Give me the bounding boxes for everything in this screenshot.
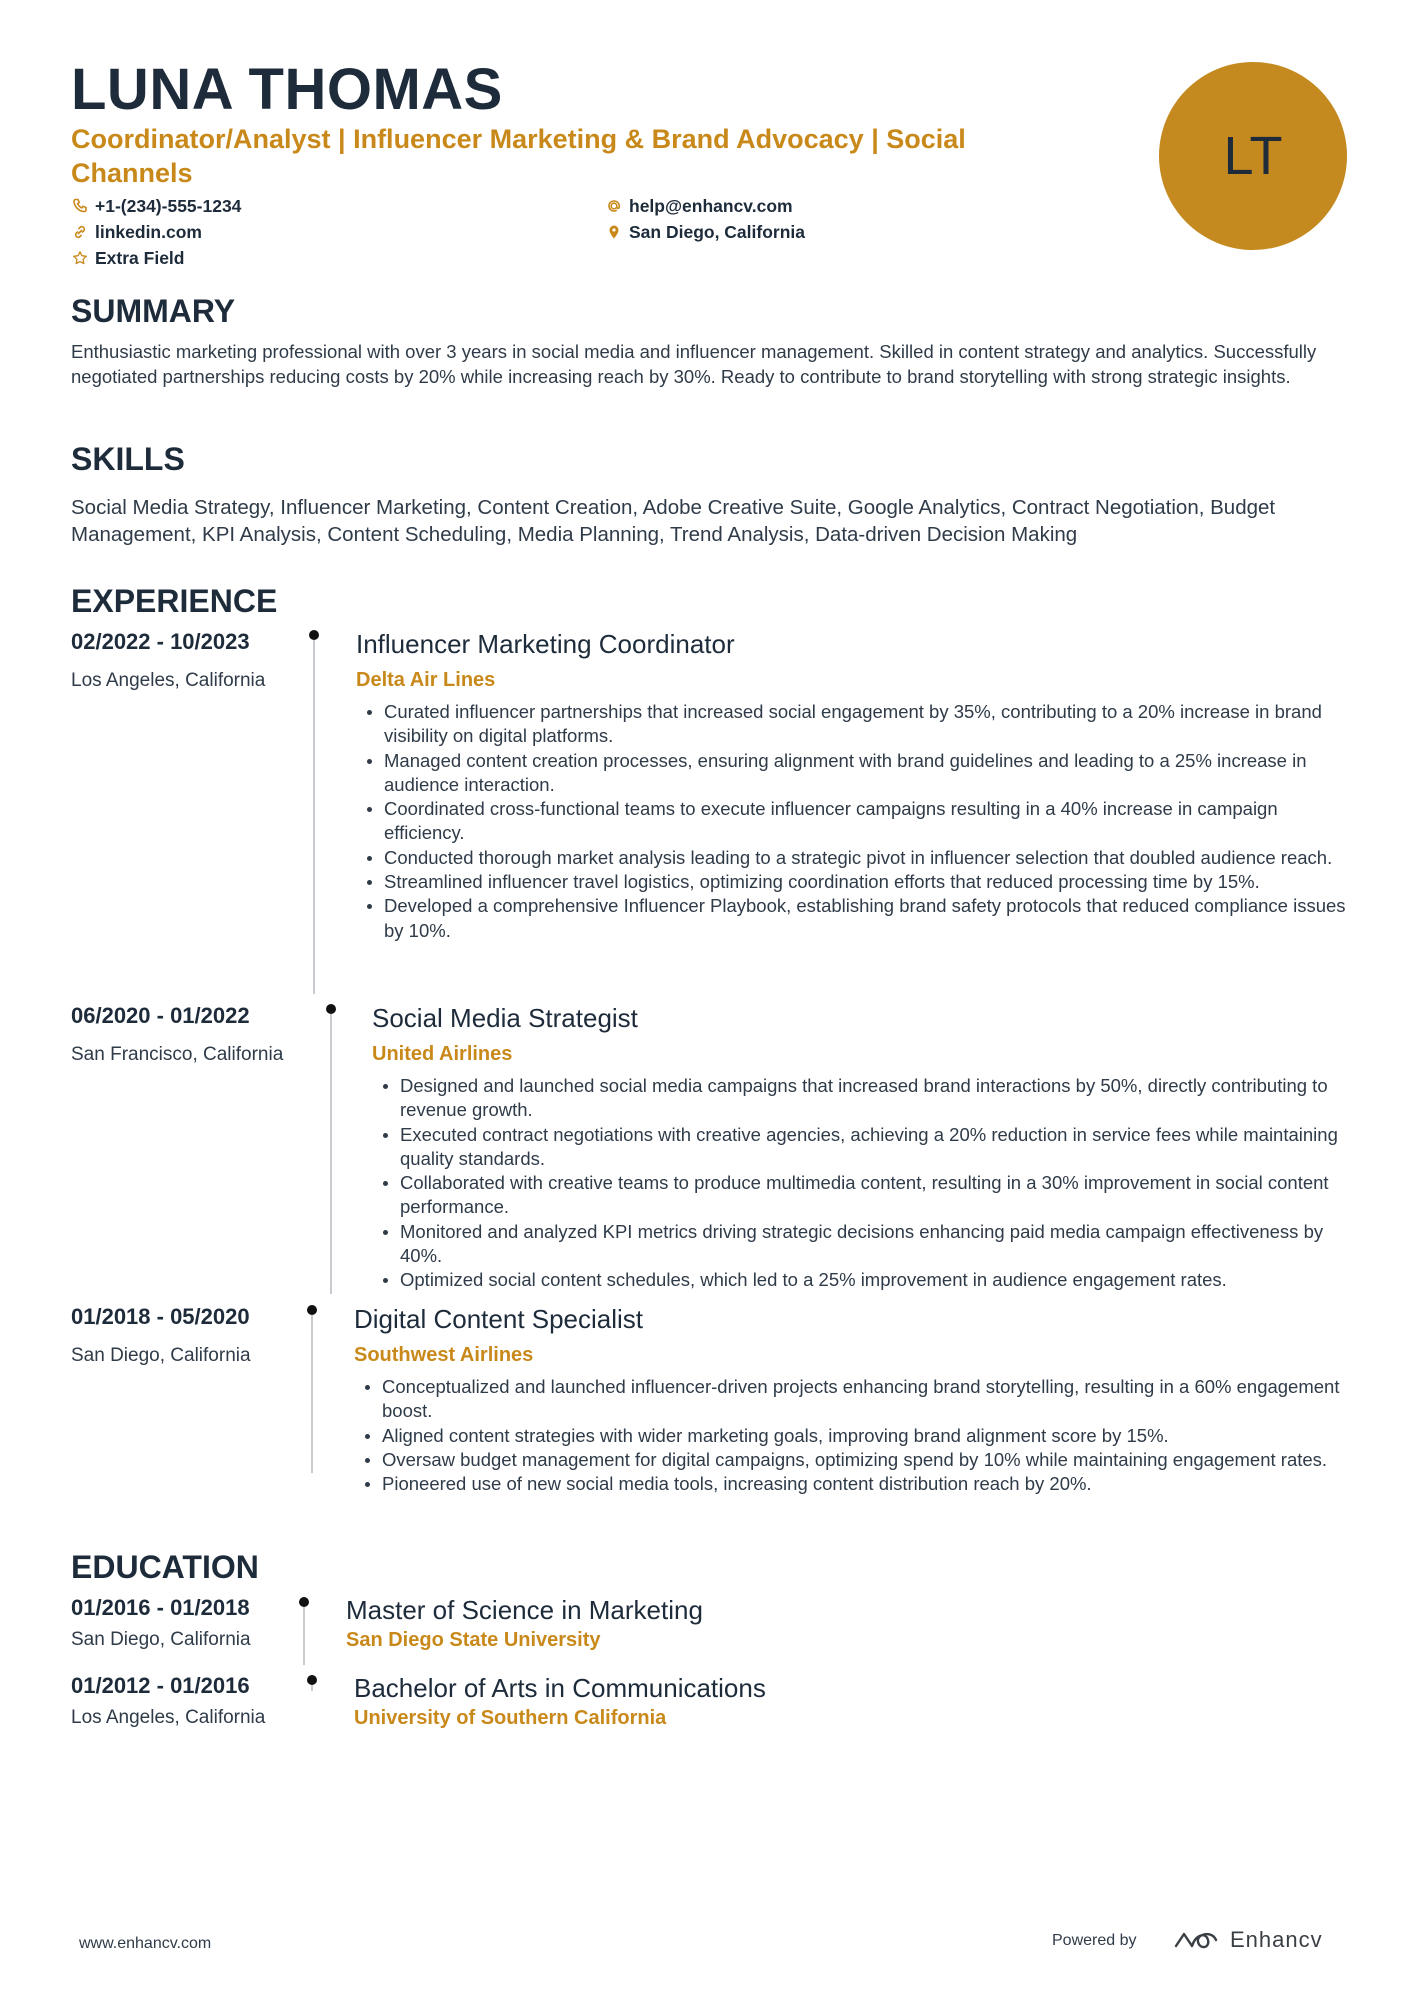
contact-email[interactable] — [605, 195, 793, 217]
contact-phone[interactable] — [71, 195, 241, 217]
list-item: Executed contract negotiations with creative agencies, achieving a 20% reduction in service fees while maintaining quality standards. — [380, 1123, 1355, 1172]
phone-icon — [71, 197, 89, 215]
location-pin-icon — [605, 223, 623, 241]
candidate-headline: Coordinator/Analyst | Influencer Marketing & Brand Advocacy | Social Channels — [71, 124, 966, 188]
contact-linkedin[interactable] — [71, 221, 202, 243]
education-heading: EDUCATION — [71, 1549, 259, 1585]
experience-dates: 01/2018 - 05/2020 — [71, 1304, 250, 1329]
experience-company: Delta Air Lines — [356, 669, 496, 691]
timeline-line — [303, 1607, 305, 1665]
avatar-initials: LT — [1223, 126, 1283, 186]
experience-bullets — [380, 1074, 1355, 1293]
at-icon — [605, 197, 623, 215]
list-item: Monitored and analyzed KPI metrics driving strategic decisions enhancing paid media campaign effectiveness by 40%. — [380, 1220, 1355, 1269]
contact-linkedin-text: linkedin.com — [95, 222, 202, 242]
timeline-dot — [307, 1675, 317, 1685]
timeline-dot — [326, 1004, 336, 1014]
contact-info — [71, 195, 1071, 275]
list-item: Managed content creation processes, ensuring alignment with brand guidelines and leading to a 25% increase in audience interaction. — [364, 749, 1349, 798]
experience-dates: 06/2020 - 01/2022 — [71, 1003, 250, 1028]
timeline-dot — [299, 1597, 309, 1607]
experience-role: Social Media Strategist — [372, 1003, 638, 1033]
education-location: Los Angeles, California — [71, 1707, 266, 1728]
list-item: Pioneered use of new social media tools, increasing content distribution reach by 20%. — [362, 1472, 1357, 1496]
experience-company: Southwest Airlines — [354, 1344, 534, 1366]
footer-website-link[interactable]: www.enhancv.com — [79, 1935, 212, 1952]
experience-location: Los Angeles, California — [71, 670, 266, 691]
experience-location: San Diego, California — [71, 1345, 251, 1366]
enhancv-brand[interactable] — [1172, 1926, 1323, 1954]
list-item: Curated influencer partnerships that increased social engagement by 35%, contributing to a 20% increase in brand visibility on digital platforms. — [364, 700, 1349, 749]
skills-text: Social Media Strategy, Influencer Marketing, Content Creation, Adobe Creative Suite, Google Analytics, Contract Negotiation, Budget Management, KPI Analysis, Content Scheduling, Media Planning, Trend Analysis, Data-driven Decision Making — [71, 496, 1276, 546]
experience-dates: 02/2022 - 10/2023 — [71, 629, 250, 654]
list-item: Aligned content strategies with wider marketing goals, improving brand alignment score by 15%. — [362, 1424, 1357, 1448]
experience-role: Influencer Marketing Coordinator — [356, 629, 735, 659]
summary-heading: SUMMARY — [71, 293, 236, 329]
contact-location — [605, 221, 805, 243]
timeline-line — [313, 640, 315, 994]
experience-bullets — [362, 1375, 1357, 1496]
experience-heading: EXPERIENCE — [71, 583, 278, 619]
list-item: Oversaw budget management for digital campaigns, optimizing spend by 10% while maintaining engagement rates. — [362, 1448, 1357, 1472]
contact-extra — [71, 247, 184, 269]
contact-email-text: help@enhancv.com — [629, 196, 793, 216]
education-degree: Master of Science in Marketing — [346, 1595, 703, 1625]
candidate-name: LUNA THOMAS — [71, 57, 503, 122]
enhancv-logo-icon — [1172, 1926, 1220, 1954]
education-dates: 01/2016 - 01/2018 — [71, 1595, 250, 1620]
skills-heading: SKILLS — [71, 441, 185, 477]
list-item: Designed and launched social media campaigns that increased brand interactions by 50%, directly contributing to revenue growth. — [380, 1074, 1355, 1123]
list-item: Optimized social content schedules, which led to a 25% improvement in audience engagement rates. — [380, 1268, 1355, 1292]
education-dates: 01/2012 - 01/2016 — [71, 1673, 250, 1698]
powered-by-label: Powered by — [1052, 1932, 1137, 1949]
timeline-line — [330, 1014, 332, 1294]
list-item: Developed a comprehensive Influencer Playbook, establishing brand safety protocols that reduced compliance issues by 10%. — [364, 894, 1349, 943]
contact-phone-text: +1-(234)-555-1234 — [95, 196, 242, 216]
education-school: San Diego State University — [346, 1629, 601, 1651]
timeline-line — [311, 1685, 313, 1691]
list-item: Conducted thorough market analysis leading to a strategic pivot in influencer selection that doubled audience reach. — [364, 846, 1349, 870]
list-item: Coordinated cross-functional teams to execute influencer campaigns resulting in a 40% increase in campaign efficiency. — [364, 797, 1349, 846]
education-school: University of Southern California — [354, 1707, 667, 1729]
timeline-dot — [307, 1305, 317, 1315]
experience-role: Digital Content Specialist — [354, 1304, 644, 1334]
enhancv-brand-name: Enhancv — [1230, 1927, 1323, 1952]
contact-extra-text: Extra Field — [95, 248, 185, 268]
experience-bullets — [364, 700, 1349, 943]
star-icon — [71, 249, 89, 267]
experience-location: San Francisco, California — [71, 1044, 284, 1065]
list-item: Conceptualized and launched influencer-driven projects enhancing brand storytelling, resulting in a 60% engagement boost. — [362, 1375, 1357, 1424]
list-item: Streamlined influencer travel logistics, optimizing coordination efforts that reduced processing time by 15%. — [364, 870, 1349, 894]
avatar — [1159, 62, 1347, 250]
timeline-line — [311, 1315, 313, 1473]
list-item: Collaborated with creative teams to produce multimedia content, resulting in a 30% improvement in social content performance. — [380, 1171, 1355, 1220]
contact-location-text: San Diego, California — [629, 222, 805, 242]
experience-company: United Airlines — [372, 1043, 513, 1065]
summary-text: Enthusiastic marketing professional with over 3 years in social media and influencer management. Skilled in content strategy and analytics. Successfully negotiated partnerships reducing costs by 20% while increasing reach by 30%. Ready to contribute to brand storytelling with strong strategic insights. — [71, 341, 1317, 387]
link-icon — [71, 223, 89, 241]
timeline-dot — [309, 630, 319, 640]
education-degree: Bachelor of Arts in Communications — [354, 1673, 766, 1703]
education-location: San Diego, California — [71, 1629, 251, 1650]
